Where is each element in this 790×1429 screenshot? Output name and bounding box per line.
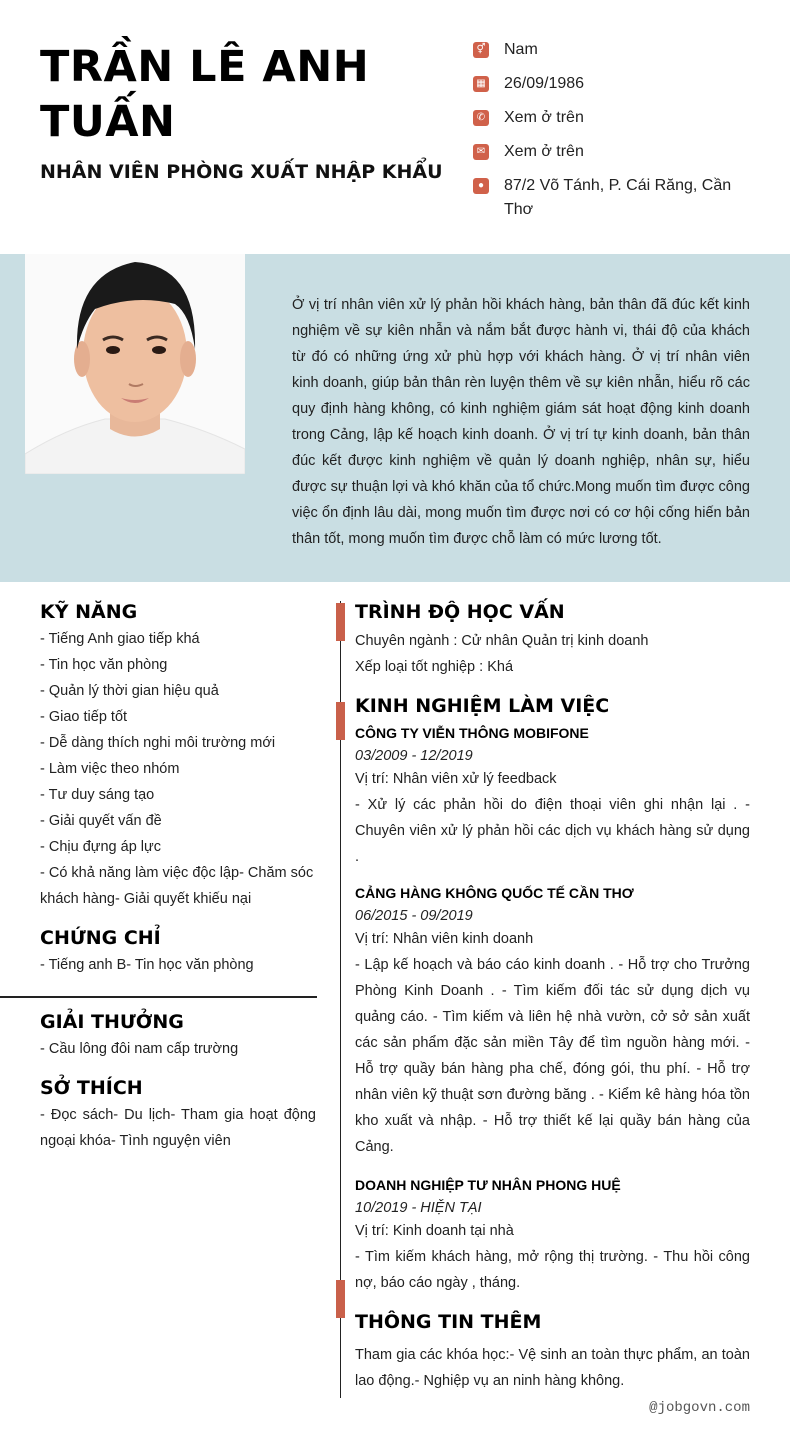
address-value: 87/2 Võ Tánh, P. Cái Răng, Cần Thơ [504,177,732,218]
education-title: TRÌNH ĐỘ HỌC VẤN [355,601,565,623]
awards-title: GIẢI THƯỞNG [40,1011,184,1033]
location-icon: ● [473,178,489,194]
career-summary: Ở vị trí nhân viên xử lý phản hồi khách hàng, bản thân đã đúc kết kinh nghiệm về sự kiên nhẫn và nắm bắt được hành vi, thái độ của khách từ đó có những ứng xử phù hợp với khách hàng. Ở vị trí nhân viên kinh doanh, giúp bản thân rèn luyện thêm về sự kiên nhẫn, hiểu rõ các quy định hàng không, có kinh nghiệm giám sát hoạt động kinh doanh trong Cảng, lập kế hoạch kinh doanh. Ở vị trí tự kinh doanh, bản thân đúc kết được kinh nghiệm về quản lý doanh nghiệp, nhân sự, hiểu được sự thuận lợi và khó khăn của tổ chức.Mong muốn tìm được công việc ổn định lâu dài, mong muốn tìm được nơi có cơ hội cống hiến bản thân tốt, mong muốn tìm được chỗ làm có mức lương tốt. [292,297,750,547]
additional-title: THÔNG TIN THÊM [355,1311,542,1333]
awards-section [40,1008,316,1062]
contact-info [473,38,763,232]
phone-value: Xem ở trên [504,109,584,126]
skill-item: - Dễ dàng thích nghi môi trường mới [40,735,276,751]
candidate-name: TRẦN LÊ ANH TUẤN [40,42,370,147]
awards-text: - Cầu lông đôi nam cấp trường [40,1041,239,1057]
skill-item: - Có khả năng làm việc độc lập- Chăm sóc khách hàng- Giải quyết khiếu nại [40,865,314,907]
profile-photo [25,254,245,474]
phone-icon: ✆ [473,110,489,126]
skill-item: - Chịu đựng áp lực [40,839,161,855]
job-company: CẢNG HÀNG KHÔNG QUỐC TẾ CẦN THƠ [355,885,634,901]
watermark-footer: @jobgovn.com [649,1400,750,1416]
job-period: 10/2019 - HIỆN TẠI [355,1200,482,1216]
job-description: - Xử lý các phản hồi do điện thoại viên ghi nhận lại . - Chuyên viên xử lý phản hồi các dịch vụ khách hàng sử dụng . [355,797,750,865]
additional-section [355,1308,750,1394]
skill-item: - Tư duy sáng tạo [40,787,155,803]
contact-phone [473,106,763,130]
calendar-icon: ▦ [473,76,489,92]
additional-text: Tham gia các khóa học:- Vệ sinh an toàn thực phẩm, an toàn lao động.- Nghiệp vụ an ninh hàng không. [355,1347,750,1389]
hobbies-title: SỞ THÍCH [40,1077,143,1099]
education-section [355,598,750,680]
experience-section [355,692,750,1296]
additional-marker [336,1280,345,1318]
job-position: Vị trí: Kinh doanh tại nhà [355,1223,514,1239]
email-value: Xem ở trên [504,143,584,160]
skill-item: - Tin học văn phòng [40,657,168,673]
education-major: Chuyên ngành : Cử nhân Quản trị kinh doanh [355,633,649,649]
skill-item: - Làm việc theo nhóm [40,761,180,777]
job-company: DOANH NGHIỆP TƯ NHÂN PHONG HUỆ [355,1177,621,1193]
skill-item: - Tiếng Anh giao tiếp khá [40,631,200,647]
section-divider [0,996,317,998]
skill-item: - Quản lý thời gian hiệu quả [40,683,219,699]
right-column [355,598,750,1394]
job-entry [355,1172,750,1296]
hobbies-section [40,1074,316,1154]
experience-marker [336,702,345,740]
contact-gender [473,38,763,62]
education-grade: Xếp loại tốt nghiệp : Khá [355,659,514,675]
experience-title: KINH NGHIỆM LÀM VIỆC [355,695,610,717]
skill-item: - Giao tiếp tốt [40,709,128,725]
job-period: 06/2015 - 09/2019 [355,908,473,924]
certificates-section [40,924,316,978]
gender-value: Nam [504,41,538,58]
skills-section [40,598,316,912]
mail-icon: ✉ [473,144,489,160]
job-position: Vị trí: Nhân viên xử lý feedback [355,771,557,787]
job-position: Vị trí: Nhân viên kinh doanh [355,931,534,947]
job-title: NHÂN VIÊN PHÒNG XUẤT NHẬP KHẨU [40,161,443,183]
cv-header [0,0,790,254]
left-column [40,598,316,1154]
contact-address [473,174,763,222]
contact-email [473,140,763,164]
portrait-image [25,254,245,474]
education-marker [336,603,345,641]
skills-title: KỸ NĂNG [40,601,138,623]
birthday-value: 26/09/1986 [504,75,585,92]
job-company: CÔNG TY VIỄN THÔNG MOBIFONE [355,725,589,741]
job-entry [355,880,750,1160]
certificates-text: - Tiếng anh B- Tin học văn phòng [40,957,254,973]
job-entry [355,720,750,870]
certificates-title: CHỨNG CHỈ [40,927,161,949]
contact-birthday [473,72,763,96]
gender-icon: ⚥ [473,42,489,58]
hobbies-text: - Đọc sách- Du lịch- Tham gia hoạt động ngoại khóa- Tình nguyện viên [40,1107,316,1149]
job-description: - Lập kế hoạch và báo cáo kinh doanh . - Hỗ trợ cho Trưởng Phòng Kinh Doanh . - Tìm kiếm đối tác sử dụng dịch vụ quảng cáo. - Tìm kiếm và liên hệ nhà vườn, cở sở sản xuất các sản phẩm đặc sản miền Tây để tìm nguồn hàng mới. - Hỗ trợ quầy bán hàng pha chế, đóng gói, thu phí. - Hỗ trợ nhân viên kỹ thuật sơn đường băng . - Kiểm kê hàng hóa tồn kho xuất và nhập. - Hỗ trợ thiết kế lại quầy bán hàng của Cảng. [355,957,750,1155]
job-description: - Tìm kiếm khách hàng, mở rộng thị trường. - Thu hồi công nợ, báo cáo ngày , tháng. [355,1249,750,1291]
skill-item: - Giải quyết vấn đề [40,813,162,829]
job-period: 03/2009 - 12/2019 [355,748,473,764]
